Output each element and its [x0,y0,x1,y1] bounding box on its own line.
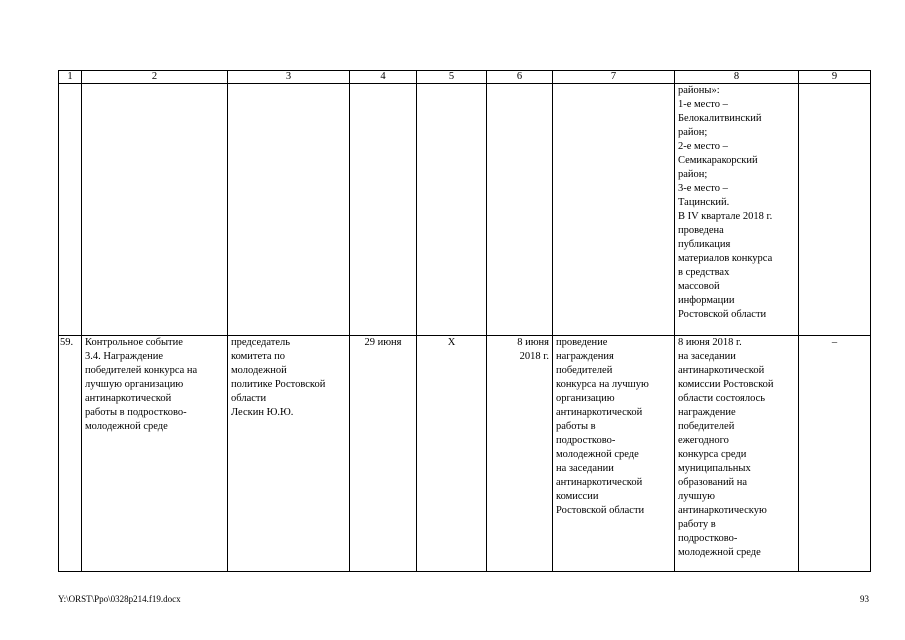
cell-empty [417,84,487,336]
cell-row-number: 59. [59,336,82,572]
header-col-7: 7 [553,71,675,84]
table-row-continued [59,84,871,336]
cell-empty [59,84,82,336]
cell-empty [799,84,871,336]
cell-actual-result: 8 июня 2018 г. на заседании антинаркотической комиссии Ростовской области состоялось награждение победителей ежегодного конкурса среди муниципальных образований на лучшую антинаркотическую работу в подростково- молодежной среде [675,336,799,572]
header-col-5: 5 [417,71,487,84]
cell-empty [553,84,675,336]
cell-empty [487,84,553,336]
cell-actual-result-continued: районы»: 1-е место – Белокалитвинский район; 2-е место – Семикаракорский район; 3-е место – Тацинский. В IV квартале 2018 г. проведена публикация материалов конкурса в средствах массовой информации Ростовской области [675,84,799,336]
header-col-9: 9 [799,71,871,84]
header-row [59,71,871,84]
cell-expected-result: проведение награждения победителей конкурса на лучшую организацию антинаркотической работы в подростково- молодежной среде на заседании антинаркотической комиссии Ростовской области [553,336,675,572]
cell-empty [228,84,350,336]
cell-col5: Х [417,336,487,572]
header-col-6: 6 [487,71,553,84]
cell-actual-date: 8 июня 2018 г. [487,336,553,572]
report-table [58,70,871,572]
cell-planned-date: 29 июня [350,336,417,572]
cell-empty [350,84,417,336]
cell-col9: – [799,336,871,572]
footer-page-number: 93 [860,594,869,604]
cell-control-event: Контрольное событие 3.4. Награждение победителей конкурса на лучшую организацию антинаркотической работы в подростково- молодежной среде [82,336,228,572]
cell-responsible: председатель комитета по молодежной политике Ростовской области Лескин Ю.Ю. [228,336,350,572]
table-row-59 [59,336,871,572]
header-col-8: 8 [675,71,799,84]
cell-empty [82,84,228,336]
header-col-2: 2 [82,71,228,84]
header-col-3: 3 [228,71,350,84]
header-col-1: 1 [59,71,82,84]
header-col-4: 4 [350,71,417,84]
footer-file-path: Y:\ORST\Ppo\0328p214.f19.docx [58,594,181,604]
